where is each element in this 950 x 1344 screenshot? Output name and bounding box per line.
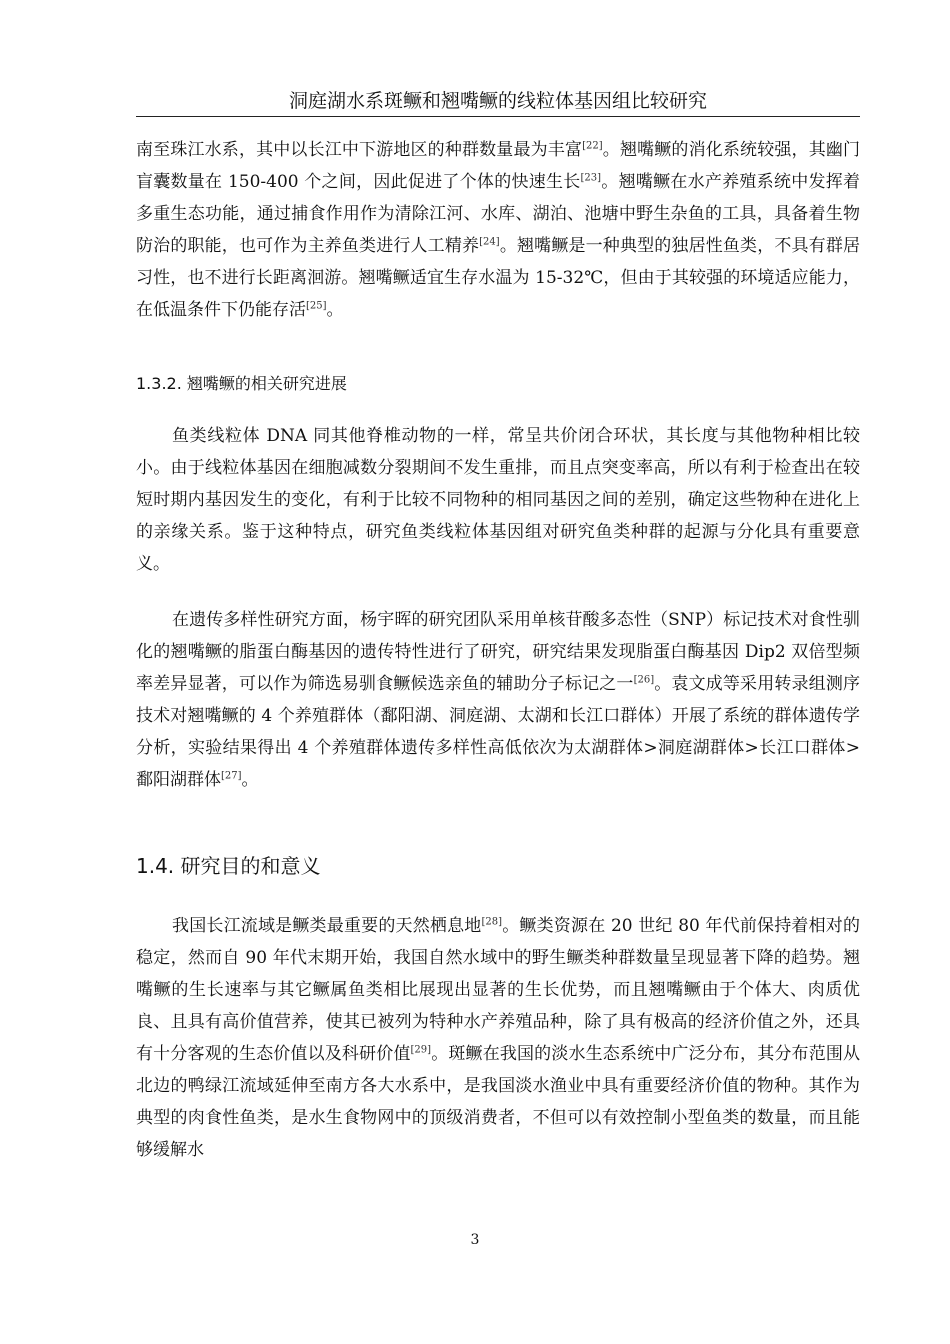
citation-25: [25] [306,300,327,312]
citation-23: [23] [580,172,602,184]
citation-22: [22] [582,140,603,152]
p3-text-1: 在遗传多样性研究方面，杨宇晖的研究团队采用单核苷酸多态性（SNP）标记技术对食性驯化的翘嘴鳜的脂蛋白酶基因的遗传特性进行了研究，研究结果发现脂蛋白酶基因 Dip2 双倍型频率差异显著，可以作为筛选易驯食鳜候选亲鱼的辅助分子标记之一 [136,610,860,694]
p4-text-1: 我国长江流域是鳜类最重要的天然栖息地 [172,916,482,936]
paragraph-4 [136,910,860,1166]
paragraph-3 [136,604,860,796]
p4-text-2: 。鳜类资源在 20 世纪 80 年代前保持着相对的稳定，然而自 90 年代末期开始，我国自然水域中的野生鳜类种群数量呈现显著下降的趋势。翘嘴鳜的生长速率与其它鳜属鱼类相比展现出显著的生长优势，而且翘嘴鳜由于个体大、肉质优良、且具有高价值营养，使其已被列为特种水产养殖品种，除了具有极高的经济价值之外，还具有十分客观的生态价值以及科研价值 [136,916,860,1064]
p2-text-1: 鱼类线粒体 DNA 同其他脊椎动物的一样，常呈共价闭合环状，其长度与其他物种相比较小。由于线粒体基因在细胞减数分裂期间不发生重排，而且点突变率高，所以有利于检查出在较短时期内基因发生的变化，有利于比较不同物种的相同基因之间的差别，确定这些物种在进化上的亲缘关系。鉴于这种特点，研究鱼类线粒体基因组对研究鱼类种群的起源与分化具有重要意义。 [136,426,860,574]
page-number: 3 [470,1232,480,1248]
p4-text-3: 。斑鳜在我国的淡水生态系统中广泛分布，其分布范围从北边的鸭绿江流域延伸至南方各大水系中，是我国淡水渔业中具有重要经济价值的物种。其作为典型的肉食性鱼类，是水生食物网中的顶级消费者，不但可以有效控制小型鱼类的数量，而且能够缓解水 [136,1044,861,1160]
citation-26: [26] [633,674,655,686]
running-header: 洞庭湖水系斑鳜和翘嘴鳜的线粒体基因组比较研究 [136,86,860,117]
p1-text-4: 。翘嘴鳜是一种典型的独居性鱼类，不具有群居习性，也不进行长距离洄游。翘嘴鳜适宜生存水温为 15-32℃，但由于其较强的环境适应能力，在低温条件下仍能存活 [136,236,861,320]
subsection-heading-1-3-2: 1.3.2. 翘嘴鳜的相关研究进展 [136,374,347,393]
paragraph-2 [136,420,860,580]
citation-28: [28] [481,916,503,928]
p3-text-2: 。袁文成等采用转录组测序技术对翘嘴鳜的 4 个养殖群体（鄱阳湖、洞庭湖、太湖和长江口群体）开展了系统的群体遗传学分析，实验结果得出 4 个养殖群体遗传多样性高低依次为太湖群体>洞庭湖群体>长江口群体>鄱阳湖群体 [136,674,861,790]
p1-text-2: 。翘嘴鳜的消化系统较强，其幽门盲囊数量在 150-400 个之间，因此促进了个体的快速生长 [136,140,861,192]
p1-text-5: 。 [326,300,344,320]
p1-text-3: 。翘嘴鳜在水产养殖系统中发挥着多重生态功能，通过捕食作用作为清除江河、水库、湖泊、池塘中野生杂鱼的工具，具备着生物防治的职能，也可作为主养鱼类进行人工精养 [136,172,860,256]
citation-27: [27] [221,770,242,782]
paragraph-1 [136,134,860,326]
citation-29: [29] [410,1044,432,1056]
citation-24: [24] [479,236,500,248]
section-heading-1-4: 1.4. 研究目的和意义 [136,854,321,878]
p1-text-1: 南至珠江水系，其中以长江中下游地区的种群数量最为丰富 [136,140,583,160]
p3-text-3: 。 [241,770,259,790]
